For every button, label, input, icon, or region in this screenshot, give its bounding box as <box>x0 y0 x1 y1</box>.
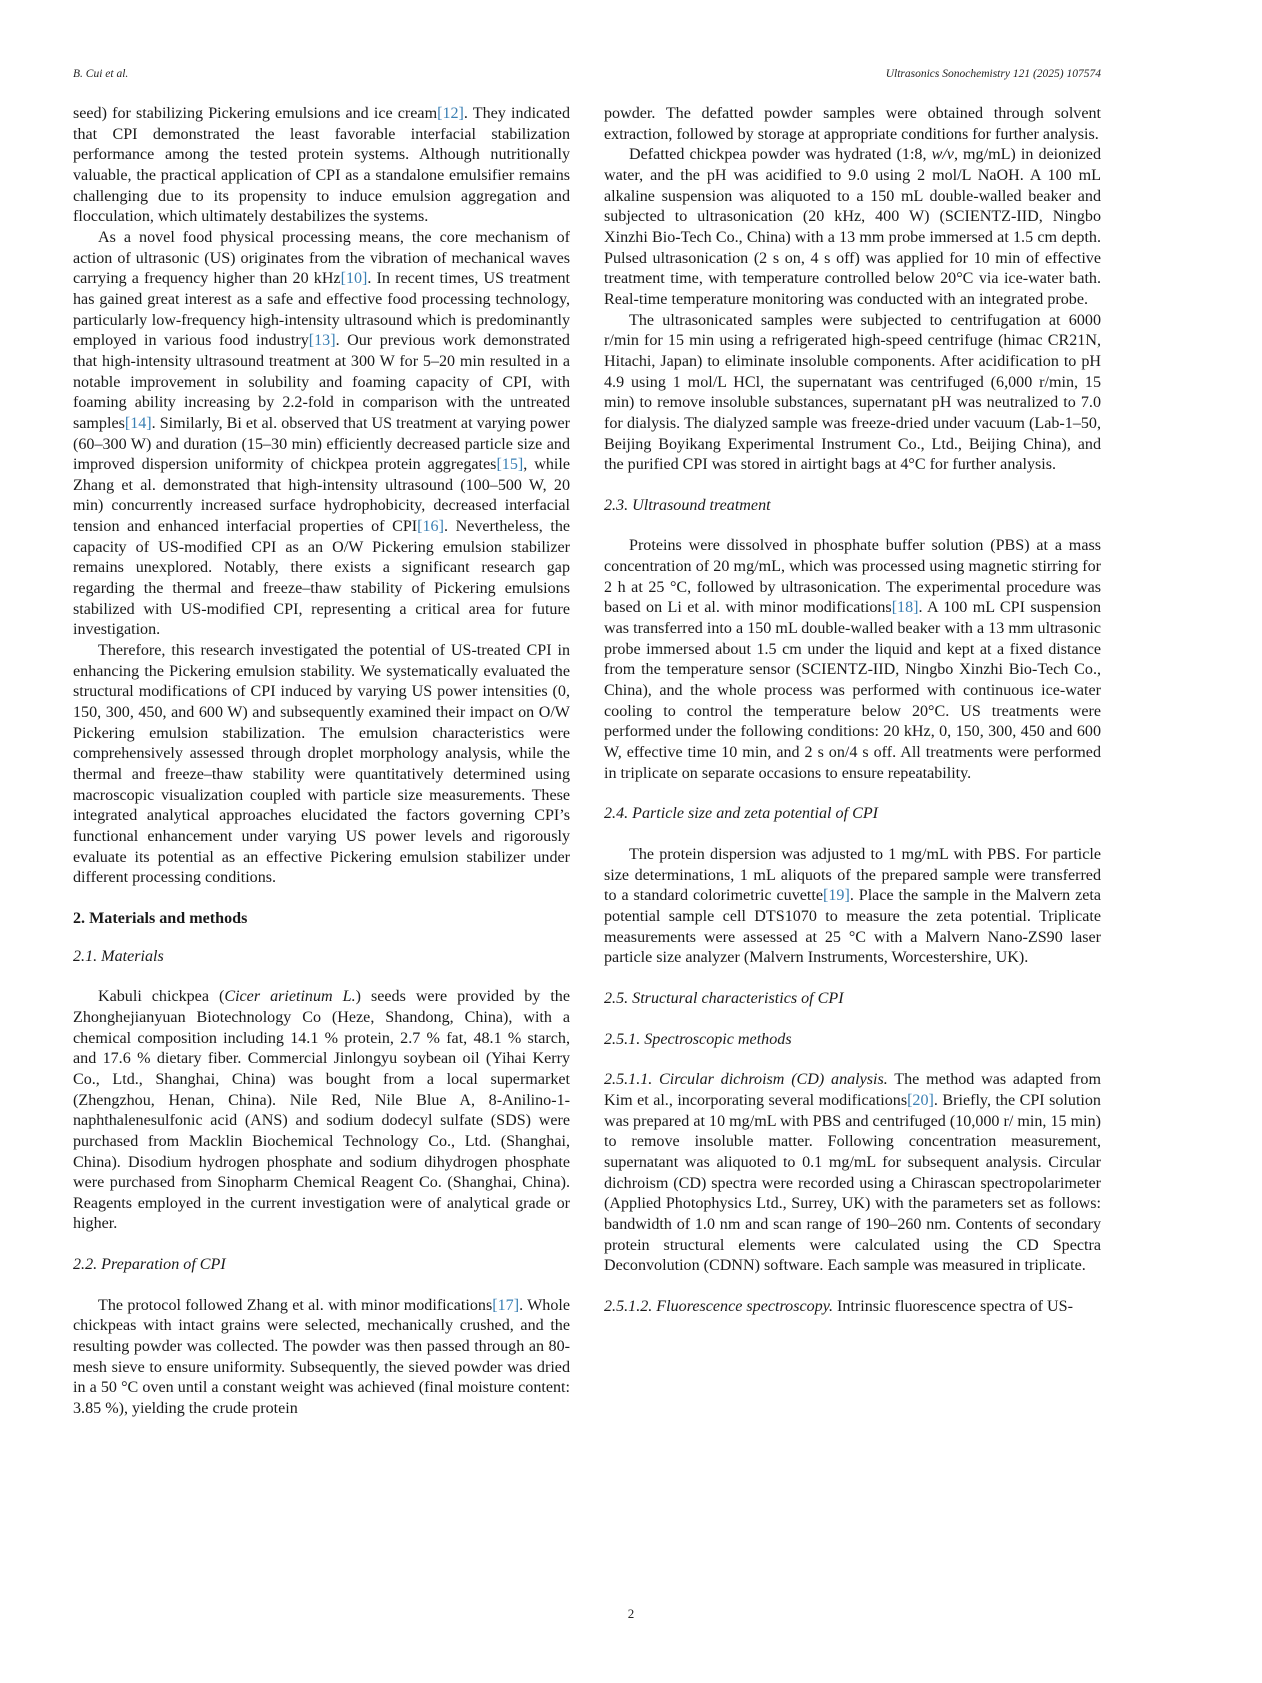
paragraph-materials: Kabuli chickpea (Cicer arietinum L.) seeds were provided by the Zhonghejianyuan Biotechnology Co (Heze, Shandong, China), with a chemical composition including 14.1 % protein, 2.7 % fat, 48.1 % starch, and 17.6 % dietary fiber. Commercial Jinlongyu soybean oil (Yihai Kerry Co., Ltd., Shanghai, China) was bought from a local supermarket (Zhengzhou, Henan, China). Nile Red, Nile Blue A, 8-Anilino-1-naphthalenesulfonic acid (ANS) and sodium dodecyl sulfate (SDS) were purchased from Macklin Biochemical Technology Co., Ltd. (Shanghai, China). Disodium hydrogen phosphate and sodium dihydrogen phosphate were purchased from Sinopharm Chemical Reagent Co. (Shanghai, China). Reagents employed in the current investigation were of analytical grade or higher. <box>73 988 571 1233</box>
header-journal: Ultrasonics Sonochemistry 121 (2025) 107574 <box>885 68 1101 80</box>
section-heading-materials-methods: 2. Materials and methods <box>73 909 248 927</box>
spacer <box>604 1277 1101 1298</box>
citation-link-19[interactable]: [19] <box>823 887 850 905</box>
citation-link-16[interactable]: [16] <box>417 518 444 536</box>
subsection-heading-materials: 2.1. Materials <box>73 947 164 965</box>
page-number: 2 <box>627 1606 635 1621</box>
runin-heading-cd: 2.5.1.1. Circular dichroism (CD) analysis. <box>604 1071 888 1089</box>
paragraph-ultrasound-treatment: Proteins were dissolved in phosphate buffer solution (PBS) at a mass concentration of 20 mg/mL, which was processed using magnetic stirring for 2 h at 25 °C, followed by ultrasonication. The experimental procedure was based on Li et al. with minor modifications[18]. A 100 mL CPI suspension was transferred into a 150 mL double-walled beaker with a 13 mm ultrasonic probe immersed about 1.5 cm under the liquid and kept at a fixed distance from the temperature sensor (SCIENTZ-IID, Ningbo Xinzhi Bio-Tech Co., China), and the whole process was performed with continuous ice-water cooling to control the temperature below 20°C. US treatments were performed under the following conditions: 20 kHz, 0, 150, 300, 450 and 600 W, effective time 10 min, and 2 s on/4 s off. All treatments were performed in triplicate on separate occasions to ensure repeatability. <box>604 537 1101 782</box>
paragraph-circular-dichroism: 2.5.1.1. Circular dichroism (CD) analysis. The method was adapted from Kim et al., incorporating several modifications[20]. Briefly, the CPI solution was prepared at 10 mg/mL with PBS and centrifuged (10,000 r/ min, 15 min) to remove insoluble matter. Following concentration measurement, supernatant was aliquoted to 0.1 mg/mL for subsequent analysis. Circular dichroism (CD) spectra were recorded using a Chirascan spectropolarimeter (Applied Photophysics Ltd., Surrey, UK) with the parameters set as follows: bandwidth of 1.0 nm and scan range of 190–260 nm. Contents of secondary protein structural elements were calculated using the CD Spectra Deconvolution (CDNN) software. Each sample was measured in triplicate. <box>604 1071 1101 1275</box>
subsubsection-heading-spectroscopic-methods: 2.5.1. Spectroscopic methods <box>604 1030 792 1048</box>
paragraph-centrifugation: The ultrasonicated samples were subjected to centrifugation at 6000 r/min for 15 min using a refrigerated high-speed centrifuge (himac CR21N, Hitachi, Japan) to eliminate insoluble components. After acidification to pH 4.9 using 1 mol/L HCl, the supernatant was centrifuged (6,000 r/min, 15 min) to remove insoluble substances, supernatant pH was neutralized to 7.0 for dialysis. The dialyzed sample was freeze-dried under vacuum (Lab-1–50, Beijing Boyikang Experimental Instrument Co., Ltd., Beijing China), and the purified CPI was stored in airtight bags at 4°C for further analysis. <box>604 311 1101 474</box>
runin-heading-fluorescence: 2.5.1.2. Fluorescence spectroscopy. <box>604 1298 833 1316</box>
subsection-heading-ultrasound-treatment: 2.3. Ultrasound treatment <box>604 496 771 514</box>
citation-link-18[interactable]: [18] <box>891 599 919 617</box>
paragraph-defatted-powder: powder. The defatted powder samples were obtained through solvent extraction, followed by storage at appropriate conditions for further analysis. <box>604 105 1101 143</box>
citation-link-13[interactable]: [13] <box>308 332 336 350</box>
paragraph-intro-continued: seed) for stabilizing Pickering emulsions and ice cream[12]. They indicated that CPI demonstrated the least favorable interfacial stabilization performance among the tested protein systems. Although nutritionally valuable, the practical application of CPI as a standalone emulsifier remains challenging due to its propensity to induce emulsion aggregation and flocculation, which ultimately destabilizes the systems. <box>73 105 570 226</box>
paragraph-hydration: Defatted chickpea powder was hydrated (1:8, w/v, mg/mL) in deionized water, and the pH was acidified to 9.0 using 2 mol/L NaOH. A 100 mL alkaline suspension was aliquoted to a 150 mL double-walled beaker and subjected to ultrasonication (20 kHz, 400 W) (SCIENTZ-IID, Ningbo Xinzhi Bio-Tech Co., China) with a 13 mm probe immersed at 1.5 cm depth. Pulsed ultrasonication (2 s on, 4 s off) was applied for 10 min of effective treatment time, with temperature controlled below 20°C via ice-water bath. Real-time temperature monitoring was conducted with an integrated probe. <box>604 146 1101 308</box>
paragraph-preparation-cpi: The protocol followed Zhang et al. with minor modifications[17]. Whole chickpeas with intact grains were selected, mechanically crushed, and the resulting powder was collected. The powder was then passed through an 80-mesh sieve to ensure uniformity. Subsequently, the sieved powder was dried in a 50 °C oven until a constant weight was achieved (final moisture content: 3.85 %), yielding the crude protein <box>73 1296 570 1418</box>
citation-link-12[interactable]: [12] <box>437 105 464 122</box>
citation-link-20[interactable]: [20] <box>907 1091 934 1109</box>
subsection-heading-structural-characteristics: 2.5. Structural characteristics of CPI <box>604 989 844 1007</box>
left-column <box>73 104 570 1420</box>
subsection-heading-particle-size: 2.4. Particle size and zeta potential of CPI <box>604 805 879 823</box>
citation-link-15[interactable]: [15] <box>496 456 524 474</box>
header-authors: B. Cui et al. <box>73 68 129 80</box>
citation-link-10[interactable]: [10] <box>340 270 368 288</box>
paragraph-fluorescence: 2.5.1.2. Fluorescence spectroscopy. Intrinsic fluorescence spectra of US- <box>604 1298 1073 1316</box>
subsection-heading-preparation-cpi: 2.2. Preparation of CPI <box>73 1256 226 1274</box>
citation-link-14[interactable]: [14] <box>124 414 152 432</box>
paragraph-particle-size: The protein dispersion was adjusted to 1 mg/mL with PBS. For particle size determinations, 1 mL aliquots of the prepared sample were transferred to a standard colorimetric cuvette[19]. Place the sample in the Malvern zeta potential sample cell DTS1070 to measure the zeta potential. Triplicate measurements were assessed at 25 °C with a Malvern Nano-ZS90 laser particle size analyzer (Malvern Instruments, Worcestershire, UK). <box>604 846 1102 967</box>
paragraph-research-aim: Therefore, this research investigated the potential of US-treated CPI in enhancing the Pickering emulsion stability. We systematically evaluated the structural modifications of CPI induced by varying US power intensities (0, 150, 300, 450, and 600 W) and subsequently examined their impact on O/W Pickering emulsion stabilization. The emulsion characteristics were comprehensively assessed through droplet morphology analysis, while the thermal and freeze–thaw stability were quantitatively determined using macroscopic visualization coupled with particle size measurements. These integrated analytical approaches elucidated the factors governing CPI’s functional enhancement under varying US power levels and rigorously evaluate its potential as an effective Pickering emulsion stabilizer under different processing conditions. <box>73 642 570 887</box>
right-column <box>604 104 1101 1318</box>
paragraph-us-background: As a novel food physical processing means, the core mechanism of action of ultrasonic (US) originates from the vibration of mechanical waves carrying a frequency higher than 20 kHz[10]. In recent times, US treatment has gained great interest as a safe and effective food processing technology, particularly low-frequency high-intensity ultrasound which is predominantly employed in various food industry[13]. Our previous work demonstrated that high-intensity ultrasound treatment at 300 W for 5–20 min resulted in a notable improvement in solubility and foaming capacity of CPI, with foaming ability increasing by 2.2-fold in comparison with the untreated samples[14]. Similarly, Bi et al. observed that US treatment at varying power (60–300 W) and duration (15–30 min) efficiently decreased particle size and improved dispersion uniformity of chickpea protein aggregates[15], while Zhang et al. demonstrated that high-intensity ultrasound (100–500 W, 20 min) concurrently increased surface hydrophobicity, decreased interfacial tension and enhanced interfacial properties of CPI[16]. Nevertheless, the capacity of US-modified CPI as an O/W Pickering emulsion stabilizer remains unexplored. Notably, there exists a significant research gap regarding the thermal and freeze–thaw stability of Pickering emulsions stabilized with US-modified CPI, representing a critical area for future investigation. <box>73 228 571 639</box>
citation-link-17[interactable]: [17] <box>492 1296 520 1314</box>
